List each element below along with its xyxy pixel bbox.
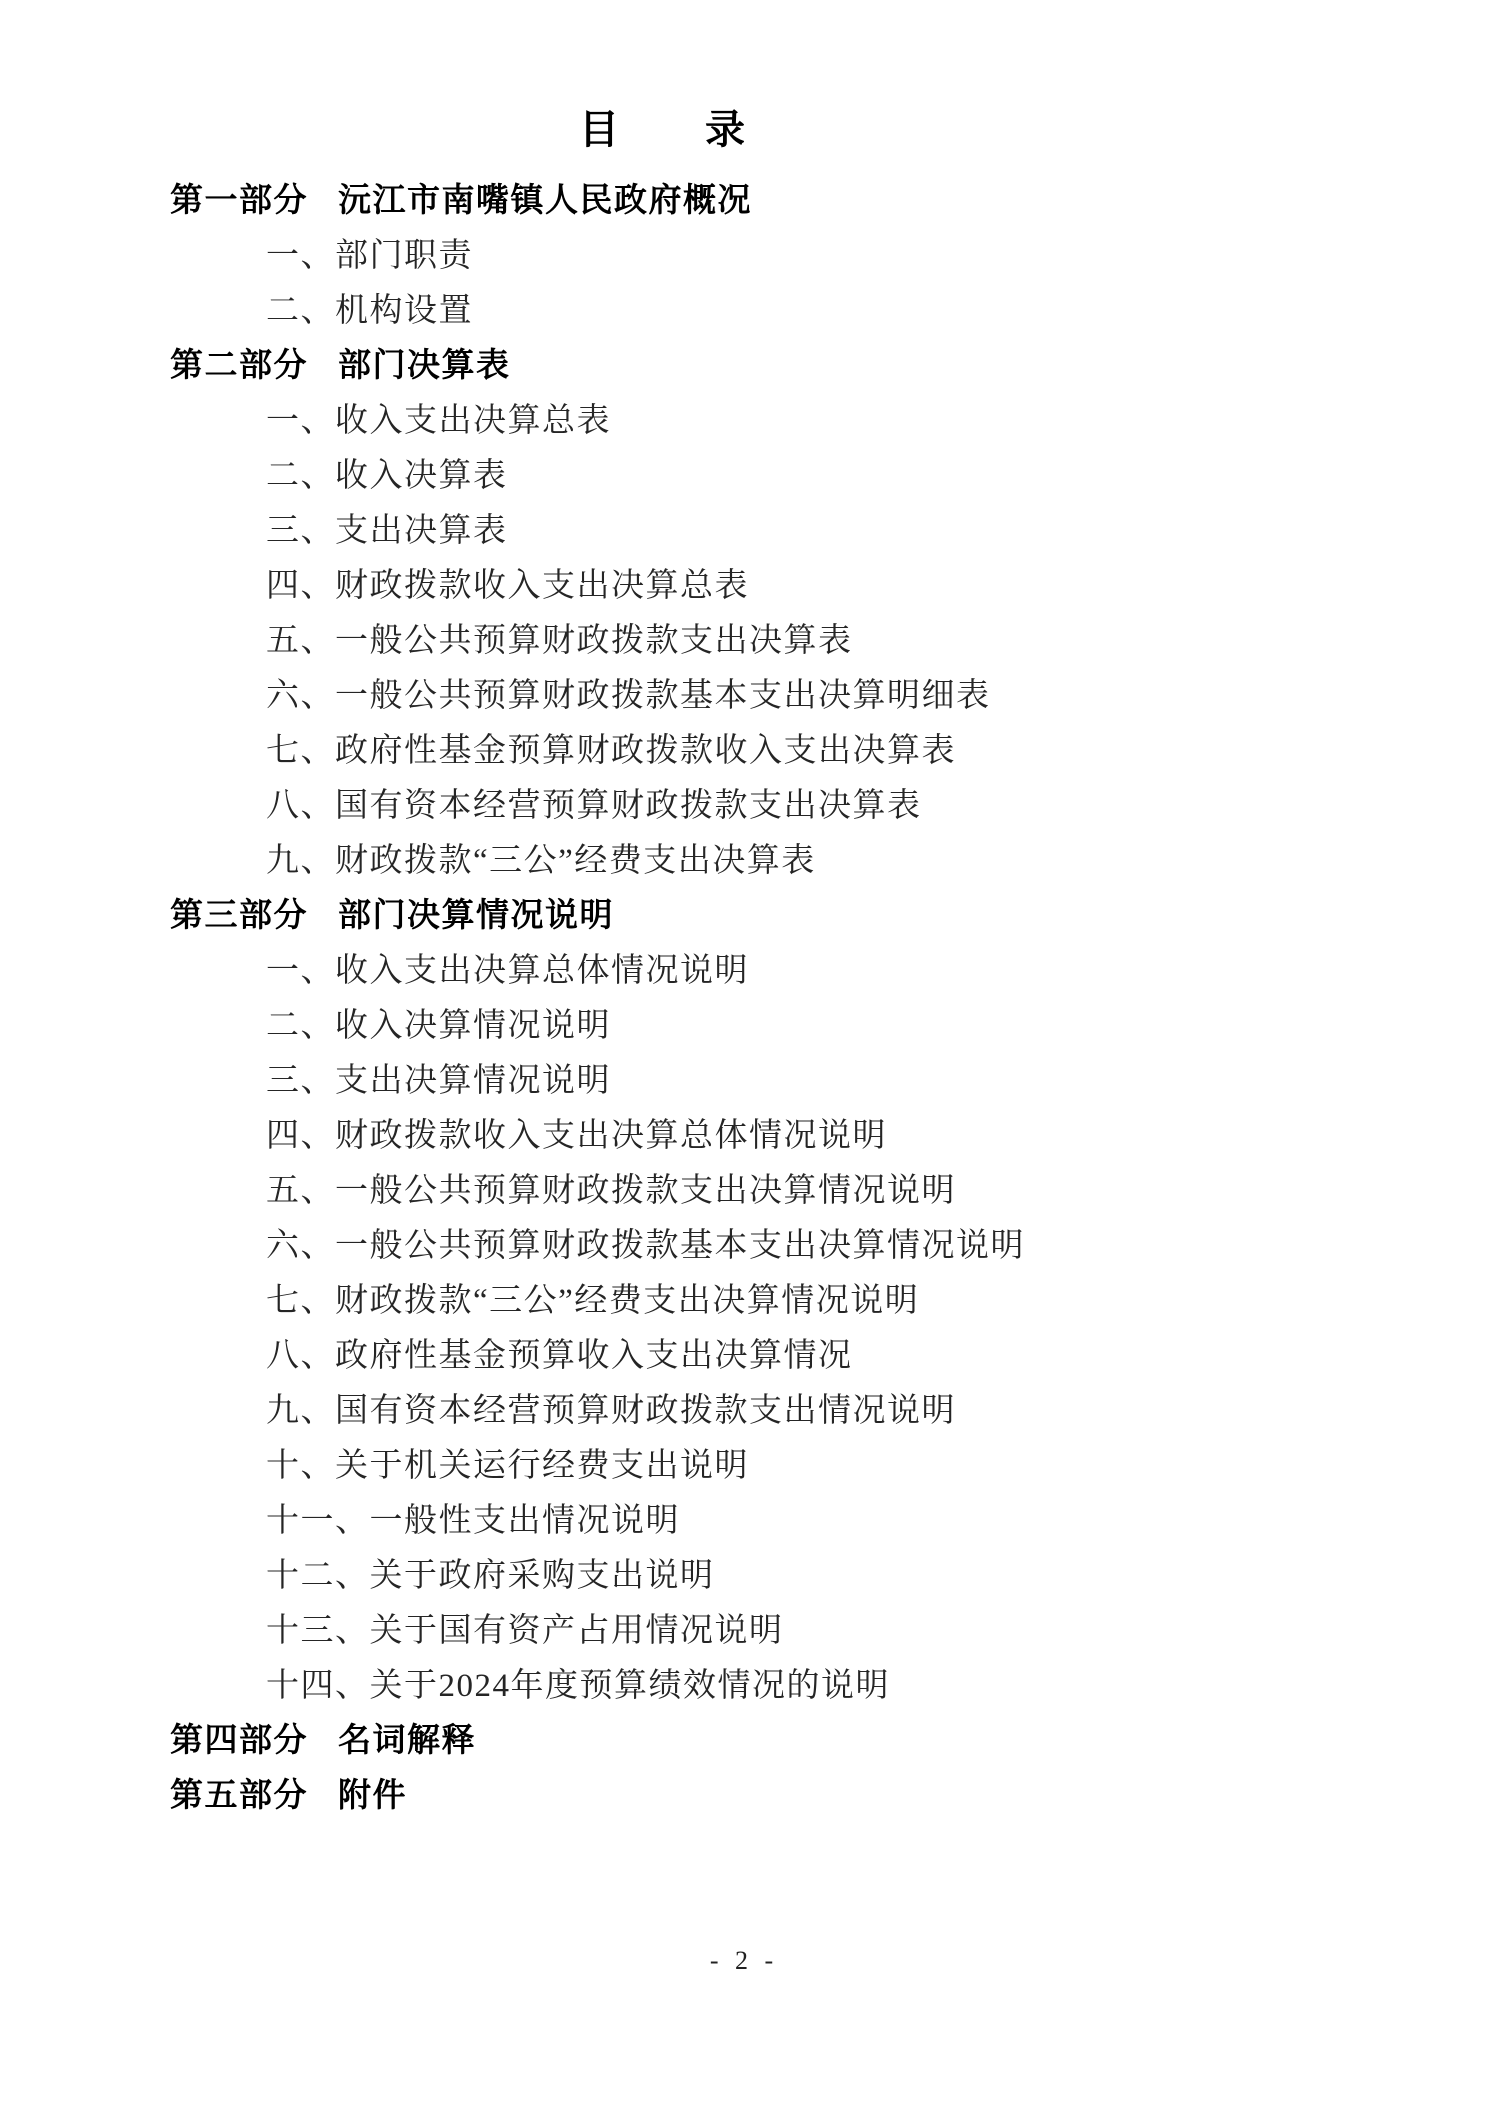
toc-item-2-8 xyxy=(170,779,1448,834)
toc-item-text: 五、一般公共预算财政拨款支出决算情况说明 xyxy=(266,1173,956,1209)
toc-item-text: 十二、关于政府采购支出说明 xyxy=(266,1558,715,1594)
toc-item-2-7 xyxy=(170,724,1448,779)
toc-item-text: 六、一般公共预算财政拨款基本支出决算明细表 xyxy=(266,678,991,714)
toc-section-heading-4 xyxy=(170,1714,1448,1769)
toc-item-3-1 xyxy=(170,944,1448,999)
toc-section-heading-3 xyxy=(170,889,1448,944)
toc-item-text: 二、收入决算表 xyxy=(266,458,508,494)
toc-item-text: 七、政府性基金预算财政拨款收入支出决算表 xyxy=(266,733,956,769)
toc-item-2-6 xyxy=(170,669,1448,724)
toc-item-3-11 xyxy=(170,1494,1448,1549)
toc-item-text: 八、政府性基金预算收入支出决算情况 xyxy=(266,1338,853,1374)
toc-item-text: 三、支出决算情况说明 xyxy=(266,1063,611,1099)
toc-section-title: 名词解释 xyxy=(338,1723,476,1759)
toc-section-title: 沅江市南嘴镇人民政府概况 xyxy=(338,183,752,219)
toc-section-label: 第四部分 xyxy=(170,1723,308,1759)
page-footer xyxy=(0,1946,1488,1976)
toc-item-text: 十三、关于国有资产占用情况说明 xyxy=(266,1613,784,1649)
toc-section-heading-1 xyxy=(170,174,1448,229)
toc-section-title: 部门决算情况说明 xyxy=(338,898,614,934)
toc-section-label: 第二部分 xyxy=(170,348,308,384)
toc-item-text: 二、收入决算情况说明 xyxy=(266,1008,611,1044)
toc-item-text: 一、收入支出决算总表 xyxy=(266,403,611,439)
toc-section-title: 附件 xyxy=(338,1778,407,1814)
toc-item-text: 二、机构设置 xyxy=(266,293,473,329)
toc-item-text: 四、财政拨款收入支出决算总体情况说明 xyxy=(266,1118,887,1154)
toc-item-3-2 xyxy=(170,999,1448,1054)
toc-item-1-2 xyxy=(170,284,1448,339)
toc-item-3-8 xyxy=(170,1329,1448,1384)
toc-item-3-7 xyxy=(170,1274,1448,1329)
toc-item-1-1 xyxy=(170,229,1448,284)
toc-item-3-4 xyxy=(170,1109,1448,1164)
toc-item-text: 一、部门职责 xyxy=(266,238,473,274)
toc-item-2-9 xyxy=(170,834,1448,889)
toc-item-3-13 xyxy=(170,1604,1448,1659)
toc-item-2-3 xyxy=(170,504,1448,559)
page-number: - 2 - xyxy=(709,1946,779,1975)
toc-section-label: 第三部分 xyxy=(170,898,308,934)
toc-item-text: 七、财政拨款“三公”经费支出决算情况说明 xyxy=(266,1283,920,1319)
toc-section-label: 第一部分 xyxy=(170,183,308,219)
toc-item-3-12 xyxy=(170,1549,1448,1604)
toc-item-text: 九、国有资本经营预算财政拨款支出情况说明 xyxy=(266,1393,956,1429)
toc-item-text: 十、关于机关运行经费支出说明 xyxy=(266,1448,749,1484)
toc-item-3-14 xyxy=(170,1659,1448,1714)
toc-item-2-4 xyxy=(170,559,1448,614)
toc-item-text: 八、国有资本经营预算财政拨款支出决算表 xyxy=(266,788,922,824)
page-title: 目 录 xyxy=(579,107,747,152)
toc-item-text: 六、一般公共预算财政拨款基本支出决算情况说明 xyxy=(266,1228,1025,1264)
toc-item-3-9 xyxy=(170,1384,1448,1439)
toc-item-text: 四、财政拨款收入支出决算总表 xyxy=(266,568,749,604)
toc-item-3-6 xyxy=(170,1219,1448,1274)
toc-item-2-1 xyxy=(170,394,1448,449)
toc-section-title: 部门决算表 xyxy=(338,348,511,384)
toc-item-3-5 xyxy=(170,1164,1448,1219)
toc-section-heading-2 xyxy=(170,339,1448,394)
toc-item-text: 十一、一般性支出情况说明 xyxy=(266,1503,680,1539)
table-of-contents xyxy=(170,174,1448,1824)
toc-item-text: 九、财政拨款“三公”经费支出决算表 xyxy=(266,843,816,879)
toc-item-3-10 xyxy=(170,1439,1448,1494)
toc-section-label: 第五部分 xyxy=(170,1778,308,1814)
toc-item-text: 一、收入支出决算总体情况说明 xyxy=(266,953,749,989)
toc-item-2-2 xyxy=(170,449,1448,504)
toc-item-text: 十四、关于2024年度预算绩效情况的说明 xyxy=(266,1668,890,1704)
toc-item-2-5 xyxy=(170,614,1448,669)
toc-item-3-3 xyxy=(170,1054,1448,1109)
toc-section-heading-5 xyxy=(170,1769,1448,1824)
toc-item-text: 五、一般公共预算财政拨款支出决算表 xyxy=(266,623,853,659)
toc-item-text: 三、支出决算表 xyxy=(266,513,508,549)
